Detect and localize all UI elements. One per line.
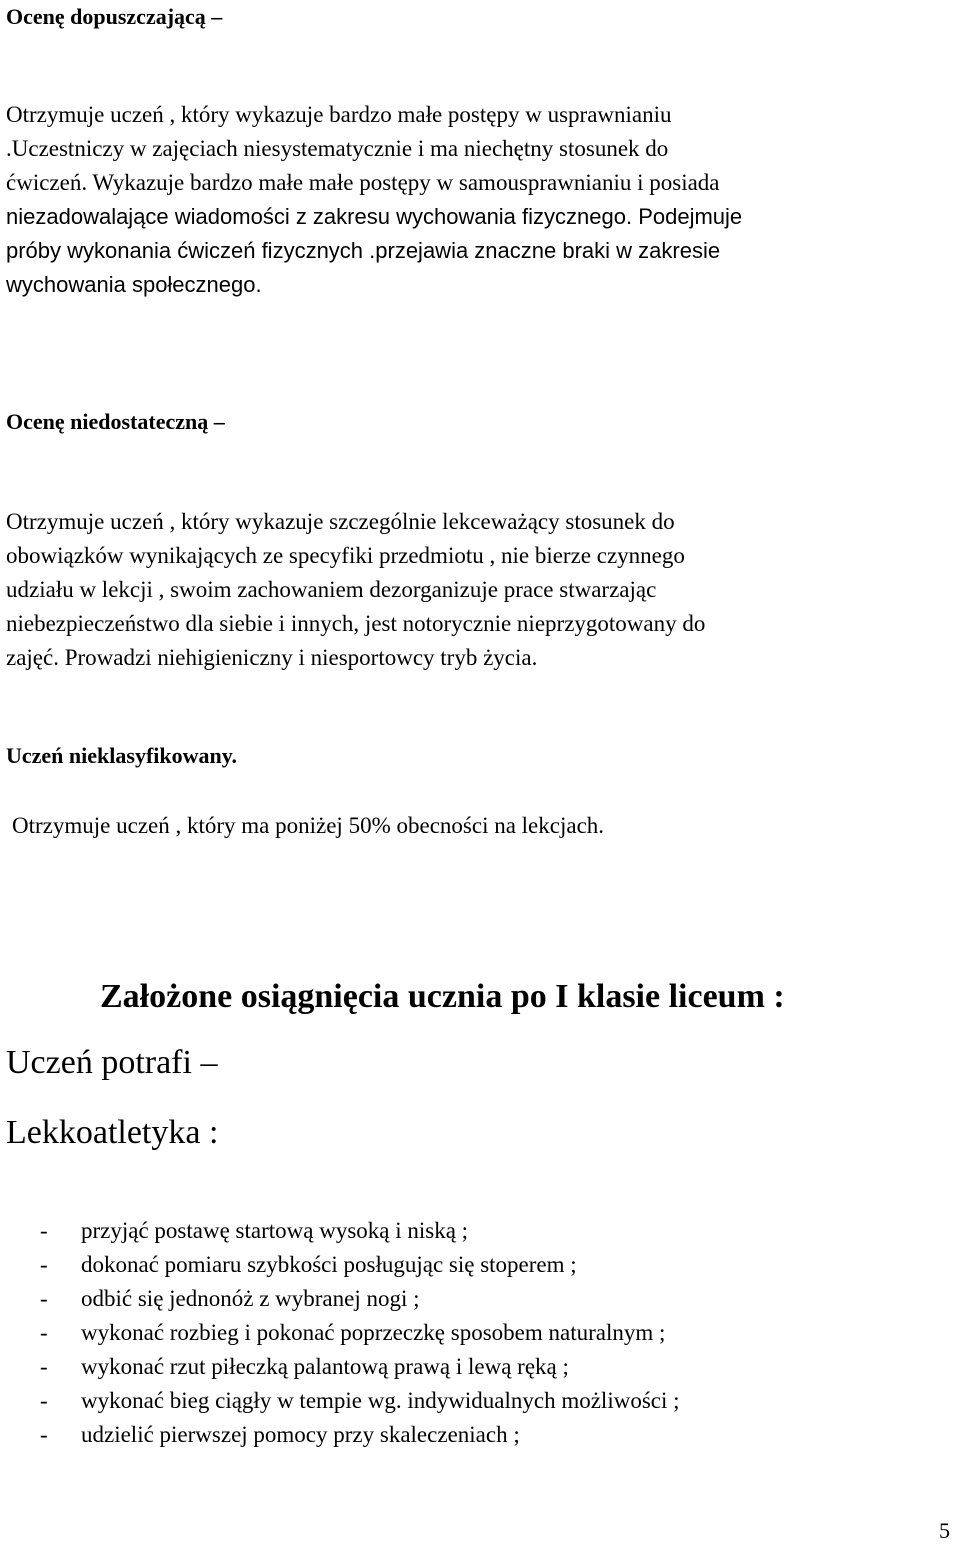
text-line: zajęć. Prowadzi niehigieniczny i niesportowcy tryb życia. (6, 645, 538, 670)
text-line: ćwiczeń. Wykazuje bardzo małe małe postępy w samousprawnianiu i posiada (6, 170, 720, 195)
page-number: 5 (939, 1518, 950, 1543)
list-dash: - (40, 1354, 48, 1379)
text-line: próby wykonania ćwiczeń fizycznych .przejawia znaczne braki w zakresie (6, 238, 721, 263)
paragraph-niedostateczna (6, 505, 946, 675)
list-dash: - (40, 1286, 48, 1311)
list-item (40, 1282, 940, 1316)
text-line: .Uczestniczy w zajęciach niesystematycznie i ma niechętny stosunek do (6, 136, 669, 161)
category-heading-lekkoatletyka: Lekkoatletyka : (6, 1114, 219, 1151)
skills-list (40, 1214, 940, 1452)
text-line: niebezpieczeństwo dla siebie i innych, jest notorycznie nieprzygotowany do (6, 611, 706, 636)
achievements-subtitle: Uczeń potrafi – (6, 1044, 218, 1081)
heading-ocena-dopuszczajaca: Ocenę dopuszczającą – (6, 4, 223, 29)
list-item-text: udzielić pierwszej pomocy przy skaleczeniach ; (81, 1422, 520, 1447)
text-line: wychowania społecznego. (6, 272, 262, 297)
heading-ocena-niedostateczna: Ocenę niedostateczną – (6, 409, 225, 434)
list-item-text: odbić się jednonóż z wybranej nogi ; (81, 1286, 420, 1311)
list-item (40, 1350, 940, 1384)
heading-uczen-nieklasyfikowany: Uczeń nieklasyfikowany. (6, 743, 238, 768)
list-item (40, 1248, 940, 1282)
text-line: niezadowalające wiadomości z zakresu wychowania fizycznego. Podejmuje (6, 204, 743, 229)
paragraph-dopuszczajaca (6, 98, 946, 302)
list-item-text: przyjąć postawę startową wysoką i niską ; (81, 1218, 469, 1243)
text-line: obowiązków wynikających ze specyfiki przedmiotu , nie bierze czynnego (6, 543, 685, 568)
list-item-text: wykonać bieg ciągły w tempie wg. indywidualnych możliwości ; (81, 1388, 680, 1413)
list-item-text: wykonać rozbieg i pokonać poprzeczkę sposobem naturalnym ; (81, 1320, 666, 1345)
text-line: Otrzymuje uczeń , który wykazuje bardzo małe postępy w usprawnianiu (6, 102, 672, 127)
list-dash: - (40, 1320, 48, 1345)
achievements-title: Założone osiągnięcia ucznia po I klasie liceum : (100, 978, 785, 1015)
list-dash: - (40, 1252, 48, 1277)
text-line: Otrzymuje uczeń , który wykazuje szczególnie lekceważący stosunek do (6, 509, 675, 534)
list-item (40, 1316, 940, 1350)
text-line: udziału w lekcji , swoim zachowaniem dezorganizuje prace stwarzając (6, 577, 657, 602)
list-dash: - (40, 1422, 48, 1447)
list-item-text: wykonać rzut piłeczką palantową prawą i lewą ręką ; (81, 1354, 569, 1379)
list-dash: - (40, 1388, 48, 1413)
list-item (40, 1214, 940, 1248)
list-dash: - (40, 1218, 48, 1243)
list-item-text: dokonać pomiaru szybkości posługując się stoperem ; (81, 1252, 577, 1277)
list-item (40, 1384, 940, 1418)
list-item (40, 1418, 940, 1452)
paragraph-nieklasyfikowany: Otrzymuje uczeń , który ma poniżej 50% obecności na lekcjach. (12, 813, 605, 838)
